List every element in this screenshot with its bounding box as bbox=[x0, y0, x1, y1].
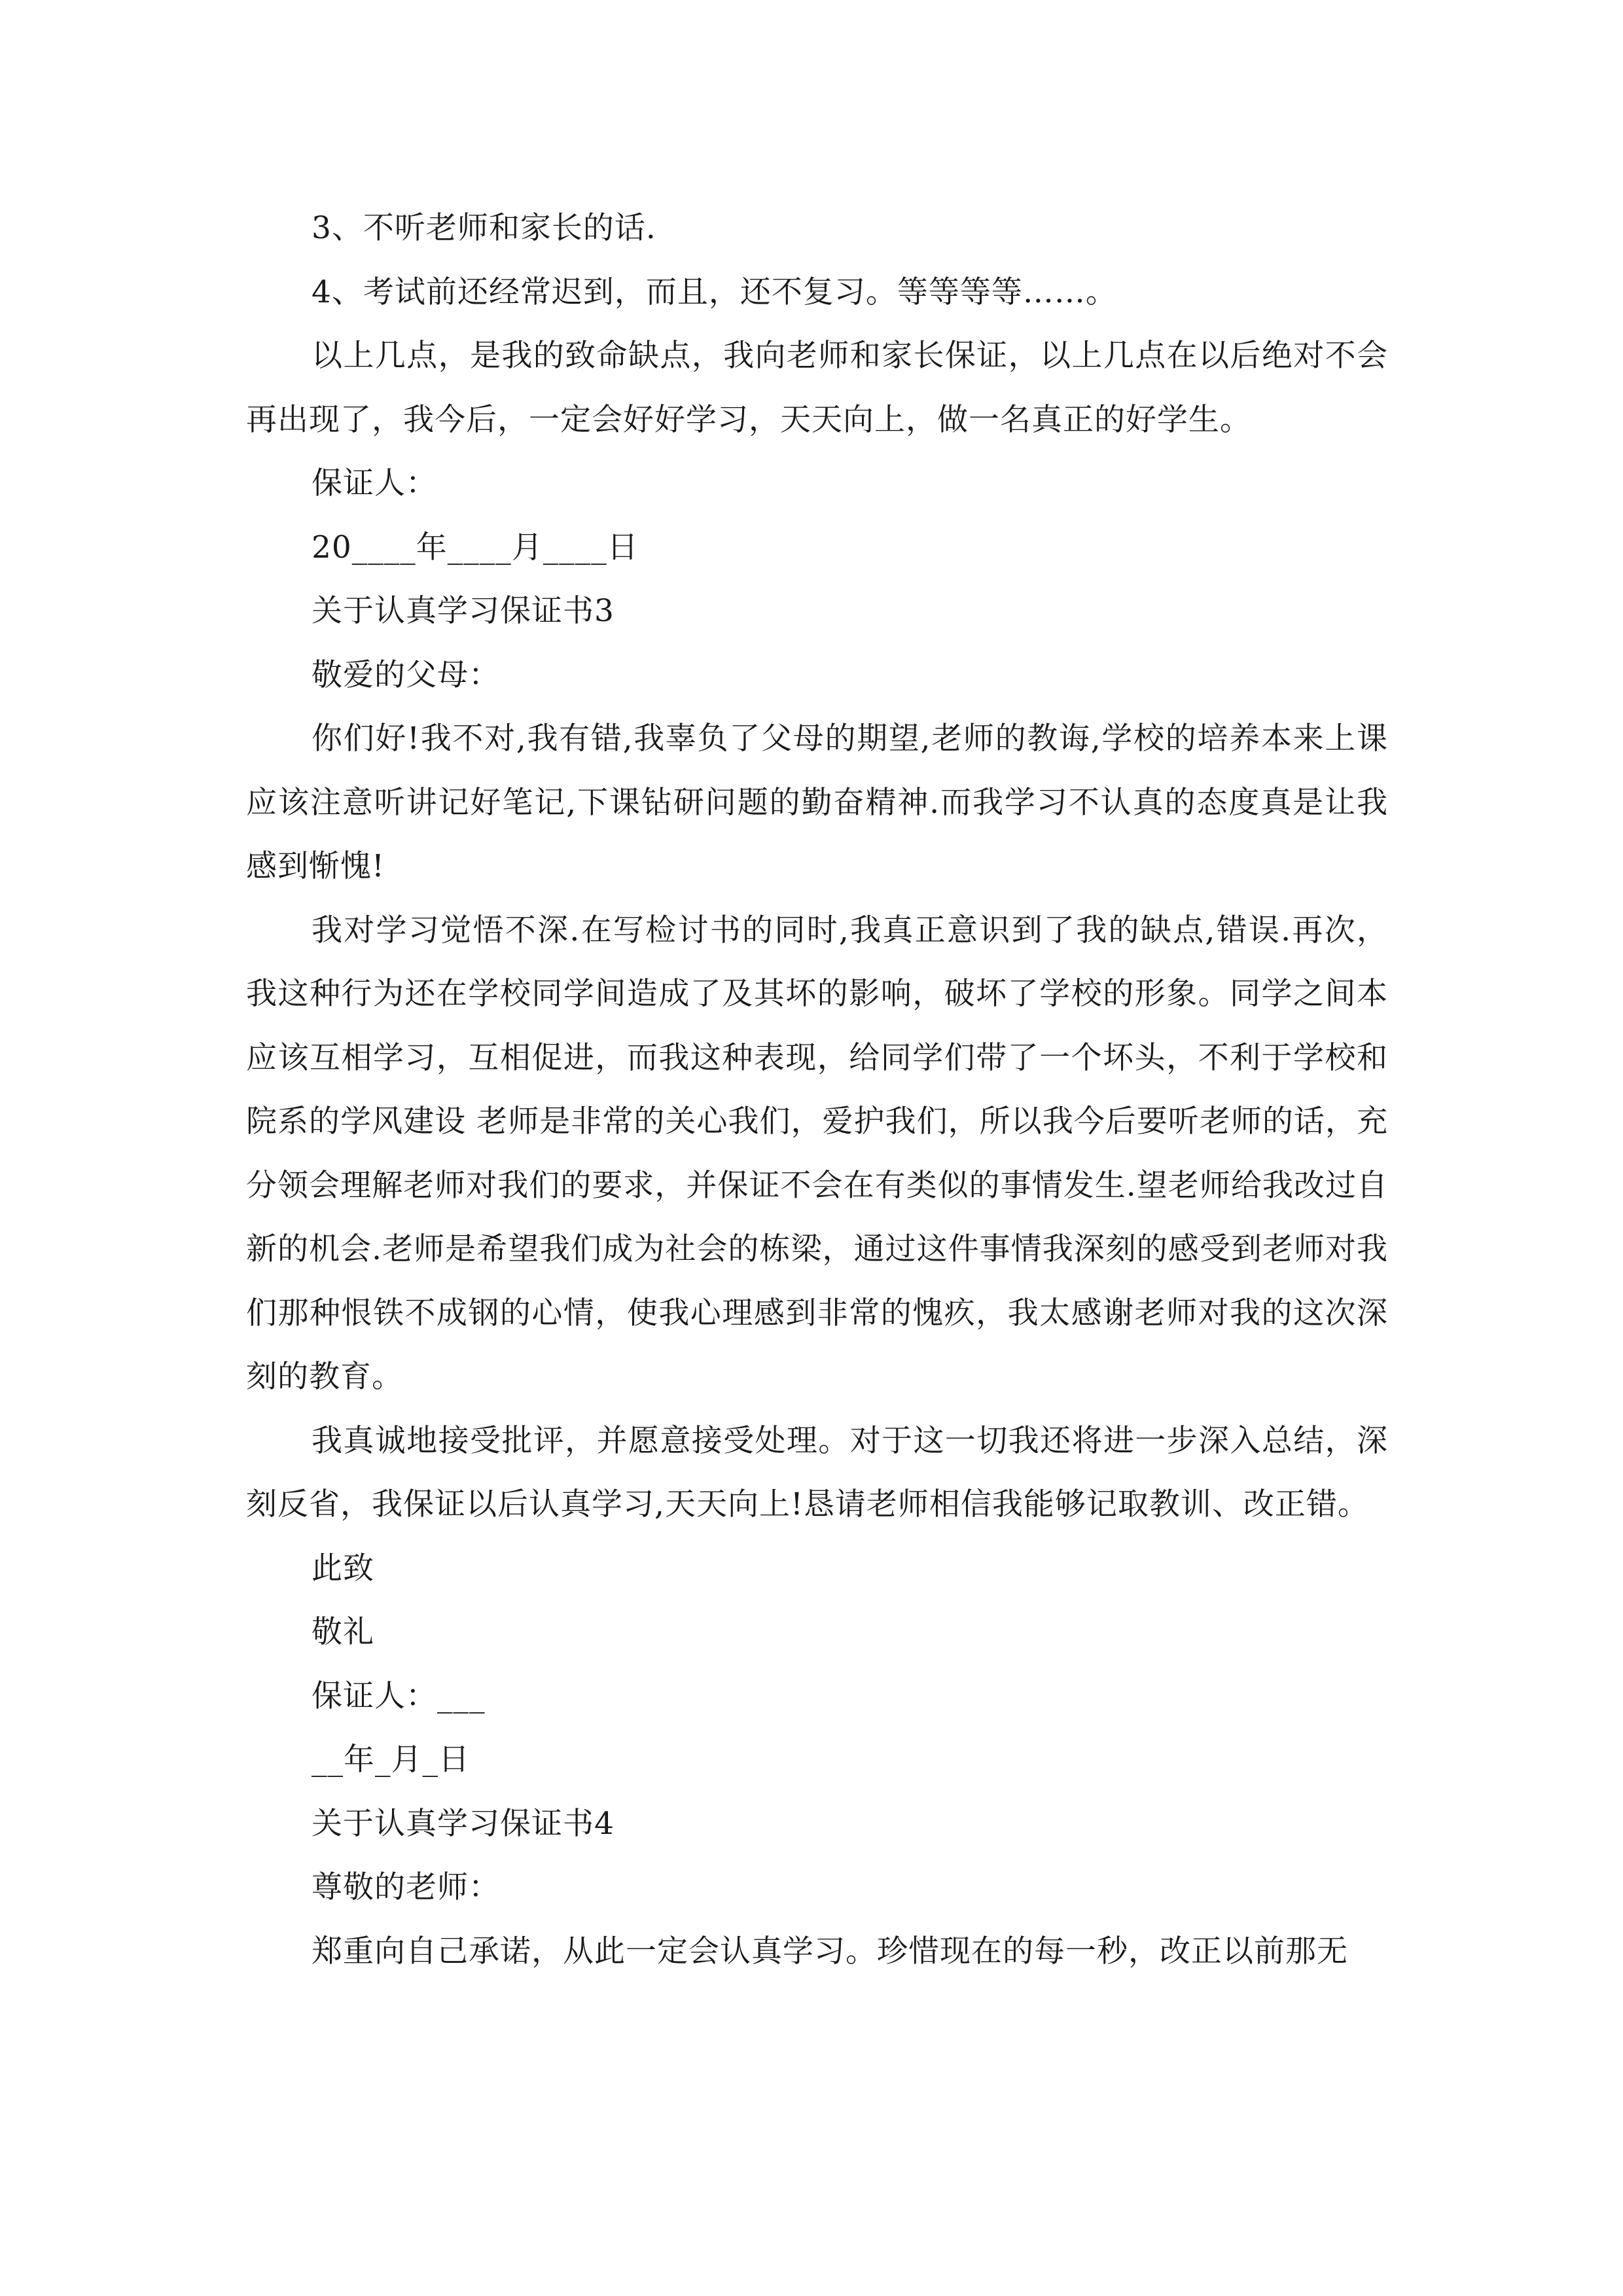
paragraph-reflection: 我对学习觉悟不深.在写检讨书的同时,我真正意识到了我的缺点,错误.再次，我这种行为还在学校同学间造成了及其坏的影响，破坏了学校的形象。同学之间本应该互相学习，互相促进，而我这种表现，给同学们带了一个坏头，不利于学校和院系的学风建设 老师是非常的关心我们，爱护我们，所以我今后要听老师的话，充分领会理解老师对我们的要求，并保证不会在有类似的事情发生.望老师给我改过自新的机会.老师是希望我们成为社会的栋梁，通过这件事情我深刻的感受到老师对我们那种恨铁不成钢的心情，使我心理感到非常的愧疚，我太感谢老师对我的这次深刻的教育。 bbox=[246, 912, 1388, 1395]
closing-jingli: 敬礼 bbox=[312, 1614, 374, 1650]
paragraph-apology: 你们好!我不对,我有错,我辜负了父母的期望,老师的教诲,学校的培养本来上课应该注意听讲记好笔记,下课钻研问题的勤奋精神.而我学习不认真的态度真是让我感到惭愧! bbox=[246, 721, 1388, 884]
document-body bbox=[246, 196, 1388, 1983]
paragraph-acceptance: 我真诚地接受批评，并愿意接受处理。对于这一切我还将进一步深入总结，深刻反省，我保证以后认真学习,天天向上!恳请老师相信我能够记取教训、改正错。 bbox=[246, 1422, 1388, 1522]
paragraph-commitment: 郑重向自己承诺，从此一定会认真学习。珍惜现在的每一秒，改正以前那无 bbox=[312, 1933, 1348, 1969]
salutation-parents: 敬爱的父母： bbox=[312, 656, 500, 693]
guarantor-label: 保证人： bbox=[312, 465, 437, 501]
salutation-teacher: 尊敬的老师： bbox=[312, 1869, 500, 1905]
guarantor-signature: 保证人：___ bbox=[312, 1677, 486, 1714]
section-title-4: 关于认真学习保证书4 bbox=[312, 1805, 615, 1842]
list-item-3: 3、不听老师和家长的话. bbox=[312, 210, 656, 246]
closing-cizhi: 此致 bbox=[312, 1550, 374, 1587]
date-line: 20____年____月____日 bbox=[312, 529, 639, 565]
date-line-2: __年_月_日 bbox=[312, 1742, 470, 1778]
list-item-4: 4、考试前还经常迟到，而且，还不复习。等等等等……。 bbox=[312, 274, 1117, 310]
paragraph-promise: 以上几点，是我的致命缺点，我向老师和家长保证，以上几点在以后绝对不会再出现了，我今后，一定会好好学习，天天向上，做一名真正的好学生。 bbox=[246, 338, 1388, 438]
section-title-3: 关于认真学习保证书3 bbox=[312, 593, 615, 629]
